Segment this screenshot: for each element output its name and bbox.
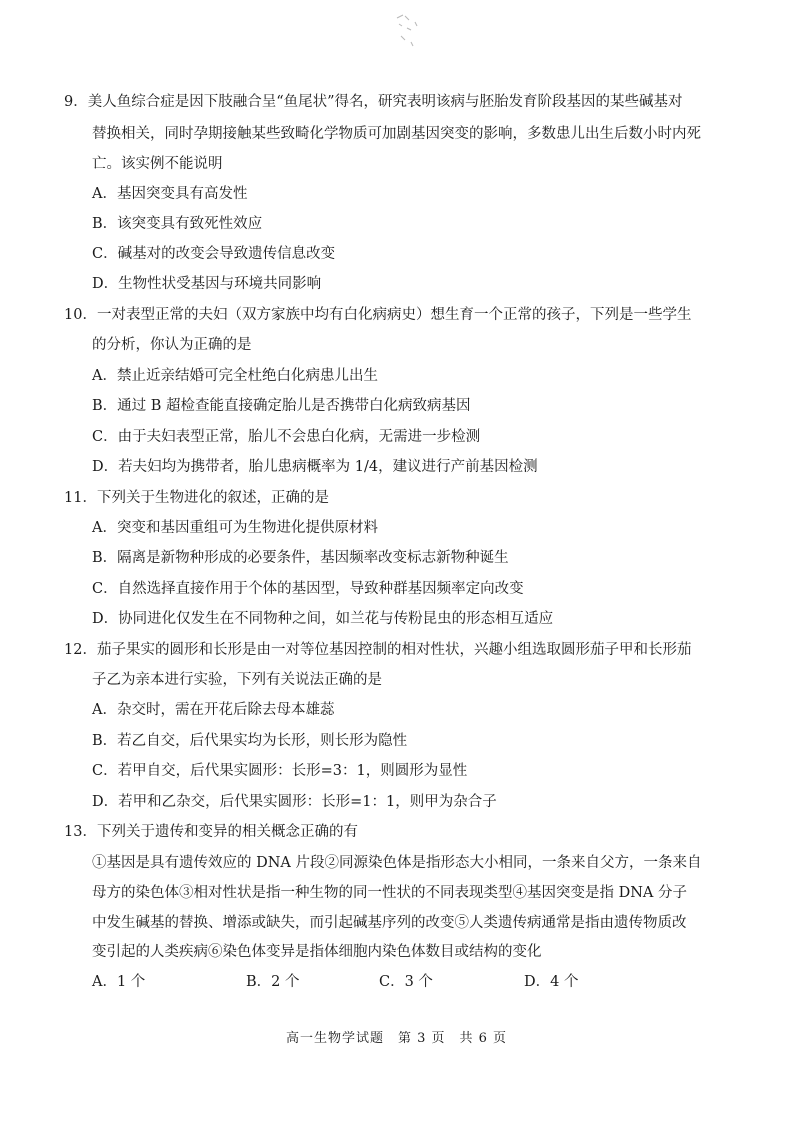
question-9-stem-line-2: 替换相关，同时孕期接触某些致畸化学物质可加剧基因突变的影响，多数患儿出生后数小时内死	[92, 126, 701, 142]
question-13-body-line-1: ①基因是具有遗传效应的 DNA 片段②同源染色体是指形态大小相同，一条来自父方，一条来自	[92, 855, 702, 871]
question-10-option-c: C．由于夫妇表型正常，胎儿不会患白化病，无需进一步检测	[92, 429, 481, 445]
question-13-option-a: A．1 个	[92, 974, 146, 990]
scan-mark	[393, 10, 421, 50]
question-13-body-line-3: 中发生碱基的替换、增添或缺失，而引起碱基序列的改变⑤人类遗传病通常是指由遗传物质改	[92, 915, 687, 931]
question-13-body-line-4: 变引起的人类疾病⑥染色体变异是指体细胞内染色体数目或结构的变化	[92, 944, 542, 960]
question-12-option-b: B．若乙自交，后代果实均为长形，则长形为隐性	[92, 733, 408, 749]
question-13-options	[92, 970, 612, 990]
question-11-option-a: A．突变和基因重组可为生物进化提供原材料	[92, 520, 378, 536]
question-9-option-d: D．生物性状受基因与环境共同影响	[92, 276, 322, 292]
question-11-option-b: B．隔离是新物种形成的必要条件，基因频率改变标志新物种诞生	[92, 550, 509, 566]
question-10-option-a: A．禁止近亲结婚可完全杜绝白化病患儿出生	[92, 368, 378, 384]
question-11-option-c: C．自然选择直接作用于个体的基因型，导致种群基因频率定向改变	[92, 581, 524, 597]
question-9-option-b: B．该突变具有致死性效应	[92, 216, 263, 232]
question-11-stem-line-1: 11．下列关于生物进化的叙述，正确的是	[64, 490, 329, 506]
question-10-stem-line-1: 10．一对表型正常的夫妇（双方家族中均有白化病病史）想生育一个正常的孩子，下列是一些学生	[64, 307, 692, 323]
question-10-option-d: D．若夫妇均为携带者，胎儿患病概率为 1/4，建议进行产前基因检测	[92, 459, 538, 475]
question-9-stem-line-1: 9．美人鱼综合症是因下肢融合呈“鱼尾状”得名，研究表明该病与胚胎发育阶段基因的某些碱基对	[64, 94, 683, 110]
question-9-stem-line-3: 亡。该实例不能说明	[92, 156, 223, 172]
question-11-option-d: D．协同进化仅发生在不同物种之间，如兰花与传粉昆虫的形态相互适应	[92, 611, 554, 627]
question-12-stem-line-1: 12．茄子果实的圆形和长形是由一对等位基因控制的相对性状，兴趣小组选取圆形茄子甲和长形茄	[64, 642, 692, 658]
question-12-option-c: C．若甲自交，后代果实圆形：长形=3：1，则圆形为显性	[92, 763, 468, 779]
question-12-option-d: D．若甲和乙杂交，后代果实圆形：长形=1：1，则甲为杂合子	[92, 794, 497, 810]
question-13-stem-line-1: 13．下列关于遗传和变异的相关概念正确的有	[64, 824, 358, 840]
question-12-option-a: A．杂交时，需在开花后除去母本雄蕊	[92, 702, 335, 718]
question-13-option-d: D．4 个	[524, 974, 579, 990]
question-10-option-b: B．通过 B 超检查能直接确定胎儿是否携带白化病致病基因	[92, 398, 471, 414]
question-9-option-a: A．基因突变具有高发性	[92, 186, 248, 202]
question-13-option-b: B．2 个	[246, 974, 300, 990]
question-12-stem-line-2: 子乙为亲本进行实验，下列有关说法正确的是	[92, 672, 382, 688]
page-footer: 高一生物学试题 第 3 页 共 6 页	[285, 1031, 508, 1046]
question-10-stem-line-2: 的分析，你认为正确的是	[92, 337, 252, 353]
question-13-option-c: C．3 个	[379, 974, 433, 990]
question-9-option-c: C．碱基对的改变会导致遗传信息改变	[92, 246, 336, 262]
question-13-body-line-2: 母方的染色体③相对性状是指一种生物的同一性状的不同表现类型④基因突变是指 DNA 分子	[92, 885, 687, 901]
